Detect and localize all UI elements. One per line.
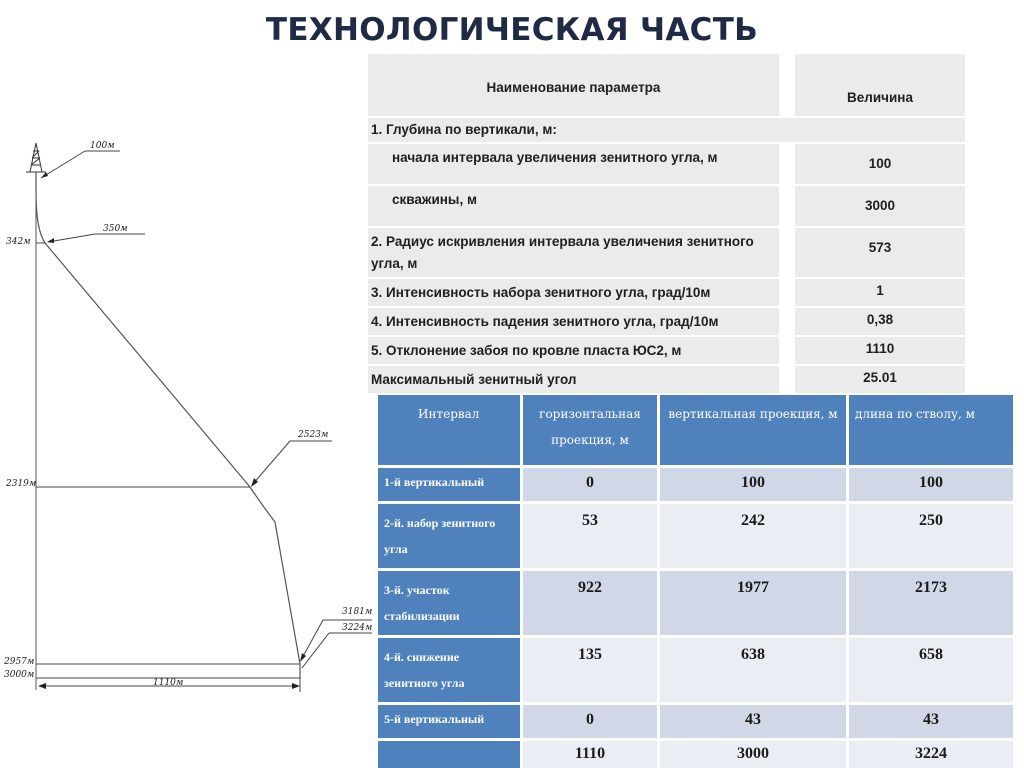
param-row (368, 118, 965, 142)
table-row (378, 638, 1013, 702)
param-value: 3000 (795, 186, 965, 226)
parameter-table (368, 52, 965, 395)
total-label (378, 741, 520, 768)
param-name: 3. Интенсивность набора зенитного угла, град/10м (368, 279, 779, 306)
interval-name: 4-й. снижение зенитного угла (378, 638, 520, 702)
interval-name: 2-й. набор зенитного угла (378, 504, 520, 568)
label-depth-100: 100м (90, 141, 115, 151)
cell-vertical: 43 (660, 705, 846, 738)
interval-name: 3-й. участок стабилизации (378, 571, 520, 635)
param-name: Максимальный зенитный угол (368, 366, 779, 393)
param-value: 573 (795, 228, 965, 277)
label-depth-3000: 3000м (4, 670, 35, 680)
param-value: 1 (795, 279, 965, 306)
param-row (368, 337, 965, 364)
interval-header-row (378, 395, 1013, 465)
param-row (368, 144, 965, 184)
cell-length: 250 (849, 504, 1013, 568)
total-vertical: 3000 (660, 741, 846, 768)
cell-length: 43 (849, 705, 1013, 738)
param-row (368, 228, 965, 277)
table-row (378, 504, 1013, 568)
cell-horizontal: 0 (523, 468, 657, 501)
param-value: 25.01 (795, 366, 965, 393)
param-value: 1110 (795, 337, 965, 364)
table-row (378, 571, 1013, 635)
cell-horizontal: 922 (523, 571, 657, 635)
label-depth-3224: 3224м (342, 623, 373, 633)
cell-length: 100 (849, 468, 1013, 501)
total-row (378, 741, 1013, 768)
param-row (368, 279, 965, 306)
total-horizontal: 1110 (523, 741, 657, 768)
label-depth-2319: 2319м (6, 479, 37, 489)
page-title: ТЕХНОЛОГИЧЕСКАЯ ЧАСТЬ (265, 12, 759, 48)
header-length: длина по стволу, м (849, 395, 1013, 465)
param-name: 5. Отклонение забоя по кровле пласта ЮС2, м (368, 337, 779, 364)
cell-horizontal: 0 (523, 705, 657, 738)
header-vertical: вертикальная проекция, м (660, 395, 846, 465)
well-profile-diagram (0, 130, 380, 700)
param-header-value: Величина (795, 54, 965, 116)
total-length: 3224 (849, 741, 1013, 768)
cell-horizontal: 53 (523, 504, 657, 568)
param-name: 1. Глубина по вертикали, м: (368, 118, 965, 142)
derrick-icon (26, 143, 46, 172)
cell-horizontal: 135 (523, 638, 657, 702)
label-depth-342: 342м (6, 237, 31, 247)
param-header-row (368, 54, 965, 116)
param-value: 100 (795, 144, 965, 184)
param-name: скважины, м (368, 186, 779, 226)
param-row (368, 186, 965, 226)
header-interval: Интервал (378, 395, 520, 465)
interval-name: 5-й вертикальный (378, 705, 520, 738)
header-horizontal: горизонтальная проекция, м (523, 395, 657, 465)
label-length-2523: 2523м (298, 430, 329, 440)
label-offset-1110: 1110м (153, 678, 184, 688)
cell-length: 658 (849, 638, 1013, 702)
param-name: 4. Интенсивность падения зенитного угла, град/10м (368, 308, 779, 335)
label-length-350: 350м (103, 224, 128, 234)
interval-table (375, 392, 1016, 768)
param-value: 0,38 (795, 308, 965, 335)
label-depth-2957: 2957м (4, 657, 35, 667)
cell-vertical: 1977 (660, 571, 846, 635)
table-row (378, 705, 1013, 738)
interval-name: 1-й вертикальный (378, 468, 520, 501)
param-row (368, 308, 965, 335)
param-row (368, 366, 965, 393)
param-header-name: Наименование параметра (368, 54, 779, 116)
label-depth-3181: 3181м (342, 607, 373, 617)
cell-vertical: 242 (660, 504, 846, 568)
table-row (378, 468, 1013, 501)
cell-length: 2173 (849, 571, 1013, 635)
well-trajectory (36, 172, 300, 678)
param-name: начала интервала увеличения зенитного угла, м (368, 144, 779, 184)
cell-vertical: 100 (660, 468, 846, 501)
param-name: 2. Радиус искривления интервала увеличения зенитного угла, м (368, 228, 779, 277)
cell-vertical: 638 (660, 638, 846, 702)
